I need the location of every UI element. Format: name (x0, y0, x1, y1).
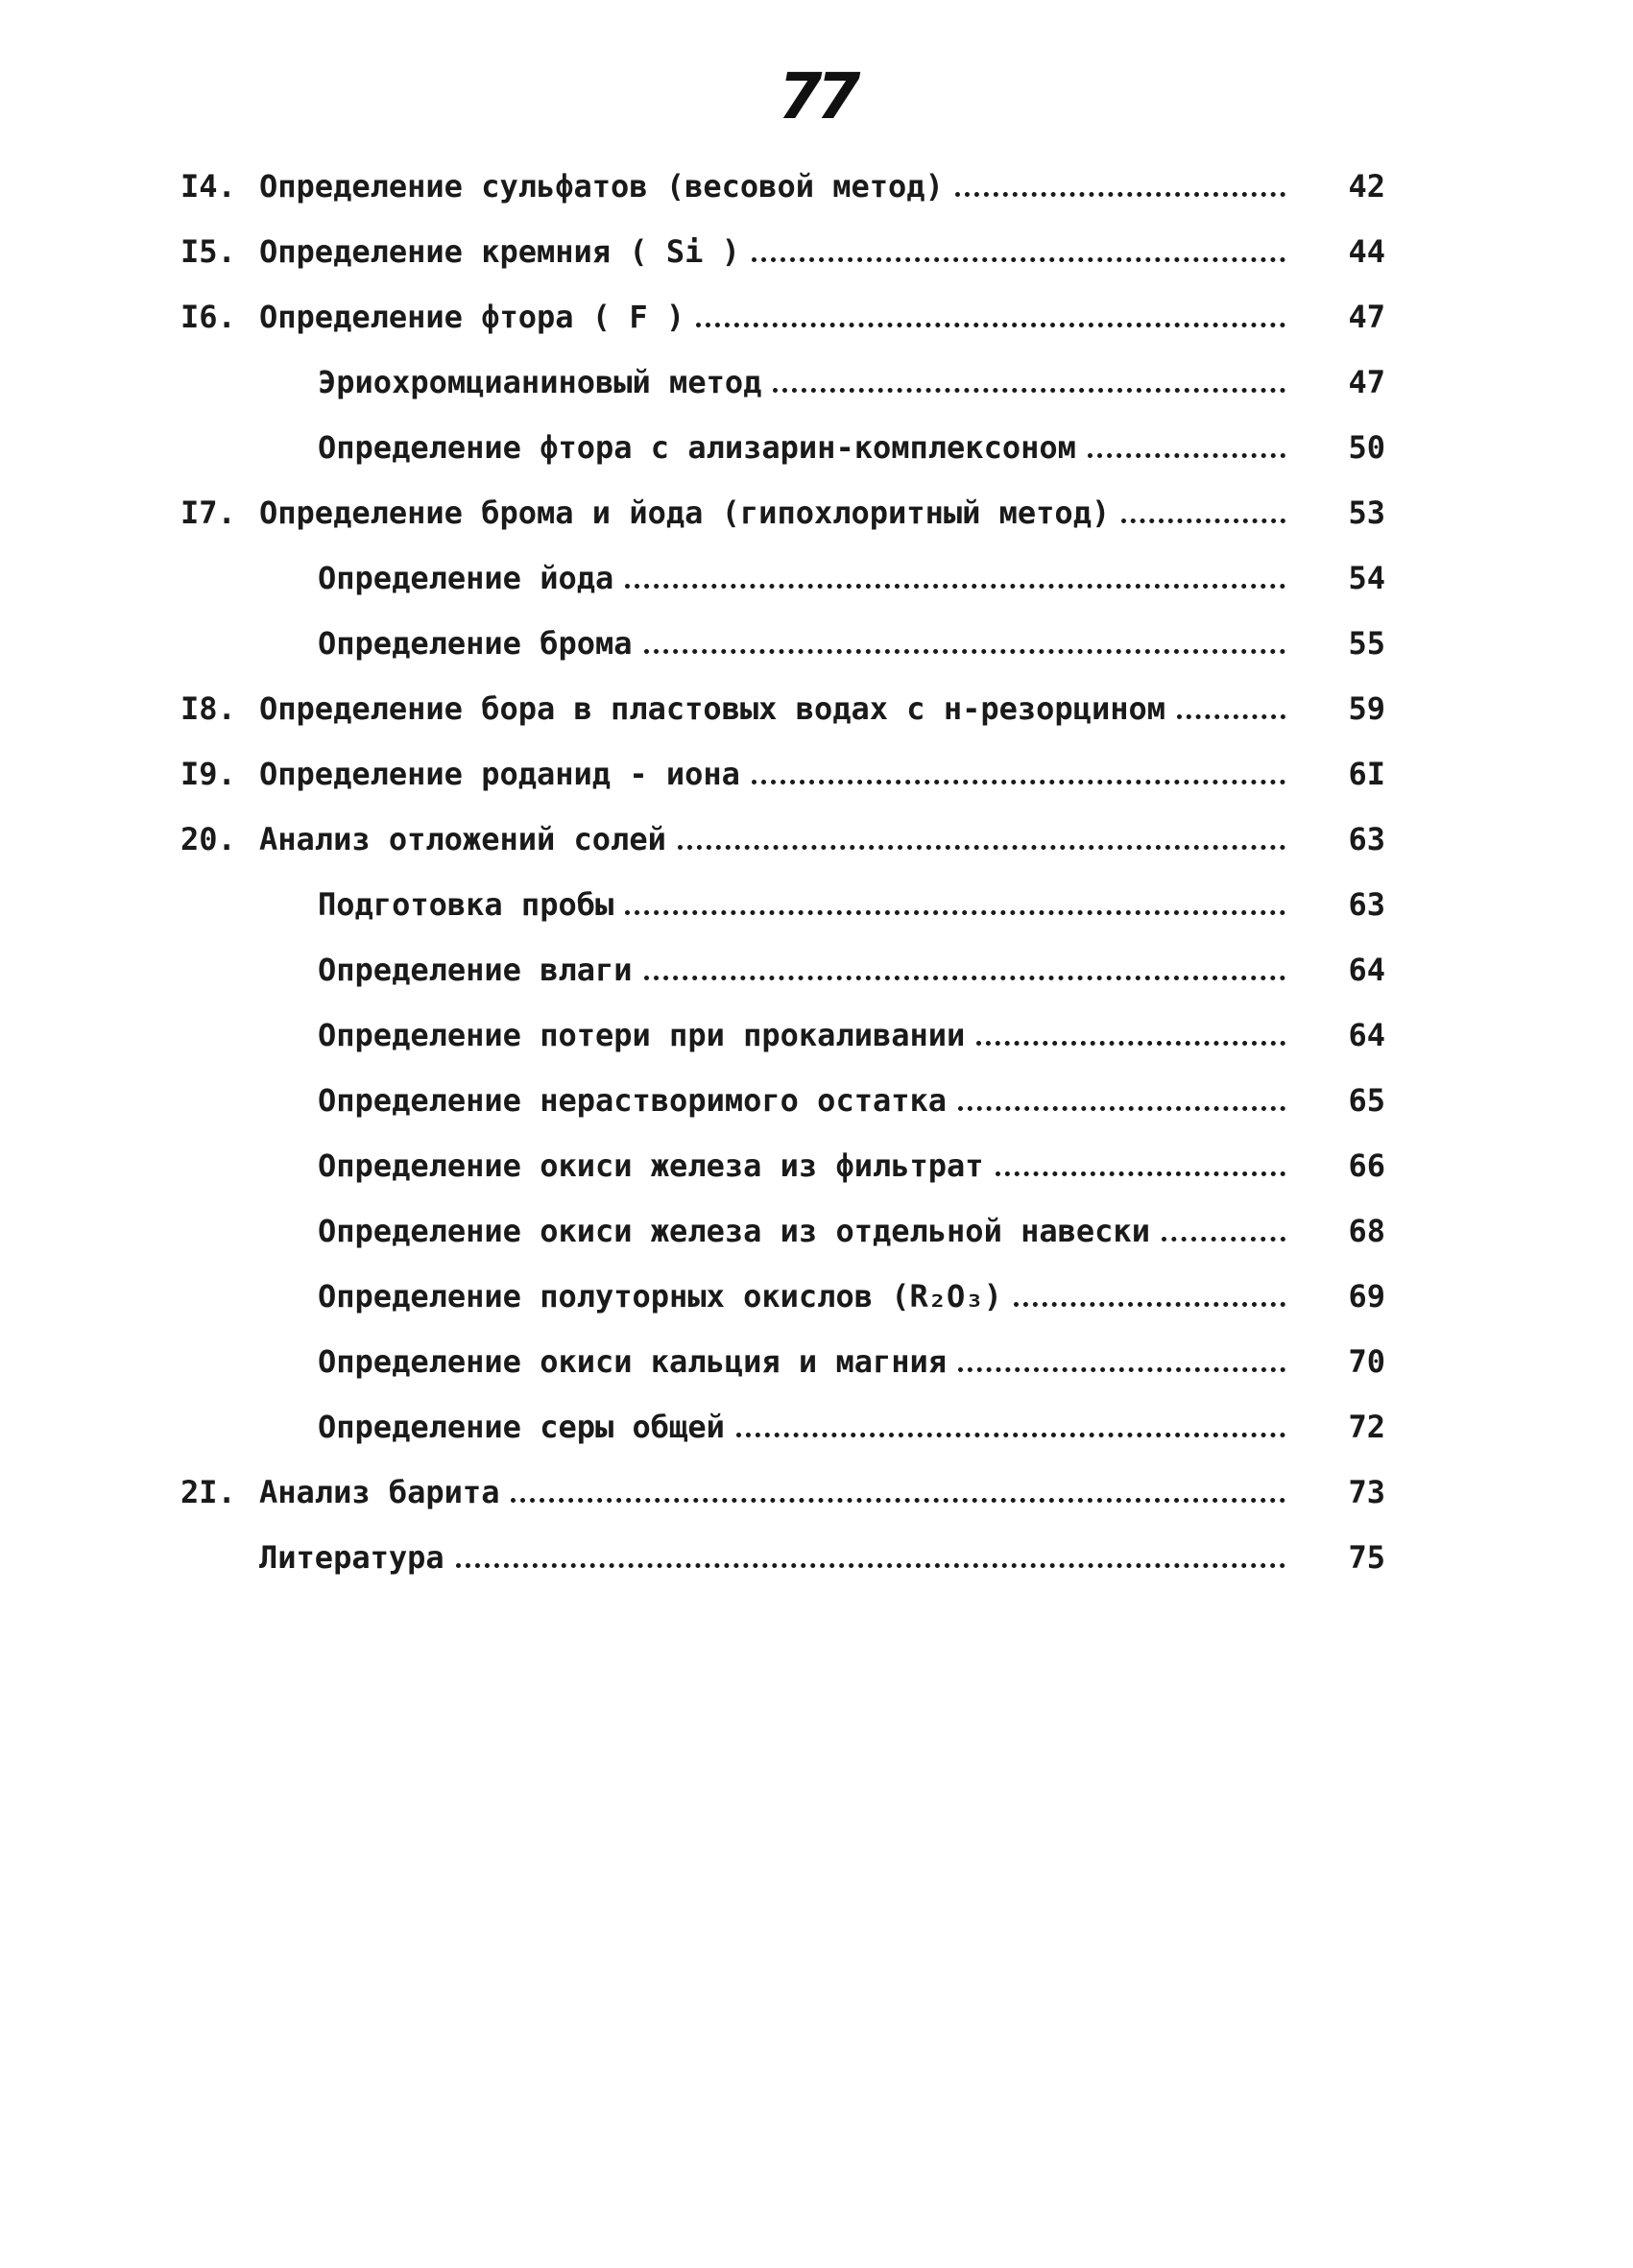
toc-entry (180, 219, 1385, 284)
toc-subentry (180, 1133, 1385, 1198)
toc-entry-page: 64 (1348, 952, 1385, 988)
toc-entry-title: Определение окиси кальция и магния (318, 1343, 948, 1380)
toc-entry-page: 65 (1348, 1082, 1385, 1119)
toc-entry-page: 68 (1348, 1213, 1385, 1249)
toc-entry (180, 480, 1385, 545)
dot-leader (696, 323, 1285, 327)
toc-subentry (180, 1394, 1385, 1460)
toc-entry-title: Определение сульфатов (весовой метод) (259, 168, 944, 205)
dot-leader (644, 976, 1285, 980)
toc-entry-page: 63 (1348, 821, 1385, 857)
dot-leader (1162, 1237, 1285, 1242)
toc-entry-title: Определение фтора ( F ) (259, 299, 685, 335)
toc-entry-title: Определение брома и йода (гипохлоритный метод) (259, 495, 1111, 531)
dot-leader (644, 649, 1285, 654)
toc-entry-page: 55 (1348, 625, 1385, 662)
toc-entry-number: I4. (180, 168, 236, 205)
toc-entry (180, 807, 1385, 872)
toc-entry-number: I8. (180, 690, 236, 727)
toc-subentry (180, 350, 1385, 415)
toc-entry-page: 42 (1348, 168, 1385, 205)
toc-entry-number: 2I. (180, 1474, 236, 1510)
toc-entry-title: Определение йода (318, 560, 614, 596)
dot-leader (1121, 519, 1285, 523)
toc-entry-page: 64 (1348, 1017, 1385, 1053)
toc-entry (180, 1525, 1385, 1590)
dot-leader (752, 257, 1285, 262)
page-number: 77 (778, 60, 855, 133)
toc-entry-number: I6. (180, 299, 236, 335)
toc-subentry (180, 1329, 1385, 1394)
toc-entry-title: Определение фтора с ализарин-комплексоном (318, 429, 1076, 466)
toc-entry (180, 284, 1385, 350)
dot-leader (976, 1041, 1285, 1046)
toc-subentry (180, 872, 1385, 937)
toc-entry-title: Определение кремния ( Si ) (259, 233, 740, 270)
dot-leader (625, 584, 1285, 589)
dot-leader (958, 1367, 1285, 1372)
toc-subentry (180, 1068, 1385, 1133)
dot-leader (625, 910, 1285, 915)
toc-entry-title: Определение окиси железа из фильтрат (318, 1147, 984, 1184)
toc-entry-number: 20. (180, 821, 236, 857)
toc-entry-title: Определение окиси железа из отдельной навески (318, 1213, 1150, 1249)
toc-entry-page: 70 (1348, 1343, 1385, 1380)
toc-entry-page: 47 (1348, 299, 1385, 335)
toc-entry-page: 75 (1348, 1539, 1385, 1576)
toc-entry-title: Эриохромцианиновый метод (318, 364, 762, 400)
dot-leader (955, 192, 1285, 197)
toc-entry-title: Определение бора в пластовых водах с н-резорцином (259, 690, 1166, 727)
toc-entry-title: Подготовка пробы (318, 886, 614, 923)
dot-leader (996, 1171, 1285, 1176)
toc-entry-page: 50 (1348, 429, 1385, 466)
toc-entry-title: Определение серы общей (318, 1409, 725, 1445)
toc-subentry (180, 611, 1385, 676)
toc-subentry (180, 1198, 1385, 1264)
toc-entry (180, 1460, 1385, 1525)
toc-entry-title: Определение нерастворимого остатка (318, 1082, 948, 1119)
toc-entry-page: 69 (1348, 1278, 1385, 1315)
toc-entry-page: 54 (1348, 560, 1385, 596)
toc-entry-title: Определение полуторных окислов (R₂O₃) (318, 1278, 1002, 1315)
toc-entry-number: I9. (180, 756, 236, 792)
dot-leader (456, 1563, 1285, 1568)
dot-leader (958, 1106, 1285, 1111)
toc-entry-title: Определение потери при прокаливании (318, 1017, 966, 1053)
toc-entry-page: 73 (1348, 1474, 1385, 1510)
dot-leader (773, 388, 1285, 393)
toc-entry-number: I5. (180, 233, 236, 270)
toc-entry-title: Литература (259, 1539, 444, 1576)
dot-leader (678, 845, 1285, 850)
toc-entry-page: 53 (1348, 495, 1385, 531)
toc-entry-page: 63 (1348, 886, 1385, 923)
dot-leader (736, 1433, 1285, 1437)
dot-leader (1177, 714, 1285, 719)
toc-entry-number: I7. (180, 495, 236, 531)
toc-entry-page: 44 (1348, 233, 1385, 270)
toc-entry-title: Определение брома (318, 625, 633, 662)
toc-entry (180, 676, 1385, 741)
toc-subentry (180, 1002, 1385, 1068)
dot-leader (511, 1498, 1285, 1503)
toc-subentry (180, 415, 1385, 480)
toc-subentry (180, 1264, 1385, 1329)
table-of-contents (180, 154, 1385, 1590)
toc-entry-page: 47 (1348, 364, 1385, 400)
toc-entry-page: 72 (1348, 1409, 1385, 1445)
dot-leader (752, 780, 1285, 784)
toc-entry-page: 59 (1348, 690, 1385, 727)
toc-entry-title: Анализ отложений солей (259, 821, 666, 857)
dot-leader (1014, 1302, 1285, 1307)
toc-entry-title: Анализ барита (259, 1474, 500, 1510)
toc-entry (180, 741, 1385, 807)
toc-entry-page: 6I (1348, 756, 1385, 792)
toc-subentry (180, 545, 1385, 611)
toc-entry-page: 66 (1348, 1147, 1385, 1184)
dot-leader (1088, 453, 1285, 458)
toc-entry-title: Определение влаги (318, 952, 633, 988)
toc-subentry (180, 937, 1385, 1002)
toc-entry (180, 154, 1385, 219)
toc-entry-title: Определение роданид - иона (259, 756, 740, 792)
